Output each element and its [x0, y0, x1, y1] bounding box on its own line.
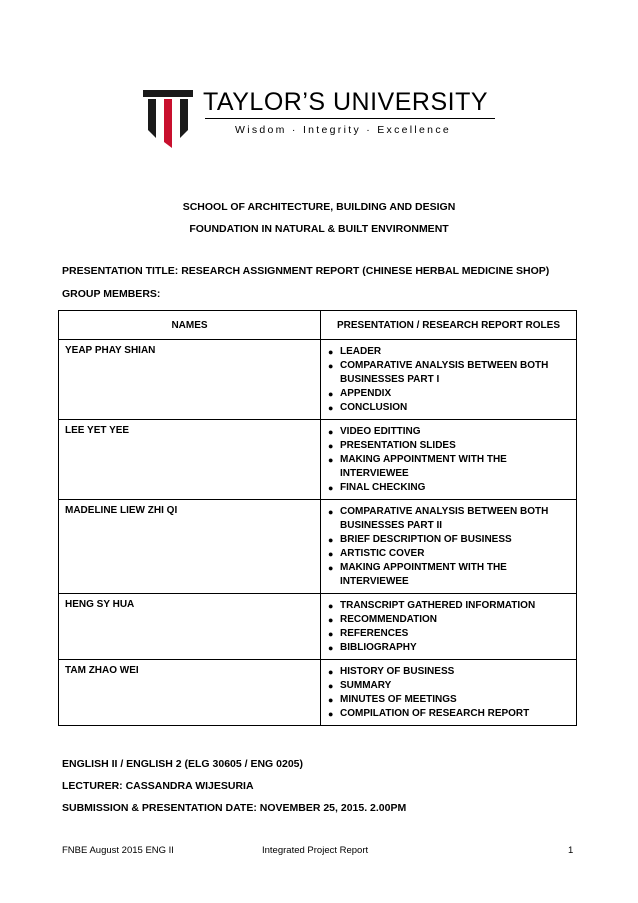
university-logo	[143, 88, 495, 148]
group-members-label: GROUP MEMBERS:	[62, 288, 161, 300]
crest-cap-shape	[143, 90, 193, 97]
member-name: YEAP PHAY SHIAN	[59, 340, 321, 420]
crest-bar-right	[180, 99, 188, 138]
submission-date: SUBMISSION & PRESENTATION DATE: NOVEMBER 25, 2015. 2.00PM	[62, 802, 407, 814]
role-item: ● PRESENTATION SLIDES	[328, 440, 456, 451]
table-row	[59, 594, 577, 660]
bullet-icon: ●	[328, 643, 334, 653]
member-roles	[321, 594, 577, 660]
university-name: TAYLOR’S UNIVERSITY	[203, 88, 489, 116]
footer-course: FNBE August 2015 ENG II	[62, 845, 174, 856]
table-row	[59, 500, 577, 594]
bullet-icon: ●	[328, 427, 334, 437]
roles-column-header: PRESENTATION / RESEARCH REPORT ROLES	[321, 311, 577, 340]
role-item: ● BRIEF DESCRIPTION OF BUSINESS	[328, 534, 512, 545]
course-code: ENGLISH II / ENGLISH 2 (ELG 30605 / ENG 0205)	[62, 758, 303, 770]
member-name: TAM ZHAO WEI	[59, 660, 321, 726]
school-name: SCHOOL OF ARCHITECTURE, BUILDING AND DESIGN	[182, 201, 456, 213]
role-item: ● ARTISTIC COVER	[328, 548, 425, 559]
bullet-icon: ●	[328, 615, 334, 625]
bullet-icon: ●	[328, 361, 334, 371]
role-item: ● RECOMMENDATION	[328, 614, 438, 625]
bullet-icon: ●	[328, 695, 334, 705]
programme-name: FOUNDATION IN NATURAL & BUILT ENVIRONMENT	[189, 223, 449, 235]
bullet-icon: ●	[328, 455, 334, 465]
role-item: ● BIBLIOGRAPHY	[328, 642, 417, 653]
role-item: ● COMPILATION OF RESEARCH REPORT	[328, 708, 530, 719]
bullet-icon: ●	[328, 389, 334, 399]
presentation-title: PRESENTATION TITLE: RESEARCH ASSIGNMENT REPORT (CHINESE HERBAL MEDICINE SHOP)	[62, 265, 550, 277]
logo-divider	[205, 118, 495, 119]
bullet-icon: ●	[328, 507, 334, 517]
role-item: ● MAKING APPOINTMENT WITH THE INTERVIEWEE	[328, 454, 507, 479]
member-roles	[321, 340, 577, 420]
bullet-icon: ●	[328, 483, 334, 493]
member-name: MADELINE LIEW ZHI QI	[59, 500, 321, 594]
bullet-icon: ●	[328, 347, 334, 357]
role-item: ● MAKING APPOINTMENT WITH THE INTERVIEWEE	[328, 562, 507, 587]
member-roles	[321, 500, 577, 594]
role-item: ● REFERENCES	[328, 628, 409, 639]
role-item: ● CONCLUSION	[328, 402, 408, 413]
lecturer-name: LECTURER: CASSANDRA WIJESURIA	[62, 780, 254, 792]
table-row	[59, 660, 577, 726]
bullet-icon: ●	[328, 535, 334, 545]
member-name: LEE YET YEE	[59, 420, 321, 500]
member-roles	[321, 660, 577, 726]
table-header-row	[59, 311, 577, 340]
university-tagline: Wisdom · Integrity · Excellence	[235, 124, 452, 136]
role-item: ● APPENDIX	[328, 388, 392, 399]
crest-bar-left	[148, 99, 156, 138]
role-item: ● COMPARATIVE ANALYSIS BETWEEN BOTH BUSINESSES PART II	[328, 506, 549, 531]
role-item: ● COMPARATIVE ANALYSIS BETWEEN BOTH BUSINESSES PART I	[328, 360, 549, 385]
bullet-icon: ●	[328, 549, 334, 559]
crest-bar-center	[164, 99, 172, 148]
bullet-icon: ●	[328, 667, 334, 677]
member-roles	[321, 420, 577, 500]
role-item: ● FINAL CHECKING	[328, 482, 426, 493]
page-number: 1	[568, 845, 574, 856]
role-item: ● SUMMARY	[328, 680, 392, 691]
bullet-icon: ●	[328, 601, 334, 611]
footer-title: Integrated Project Report	[262, 845, 369, 856]
bullet-icon: ●	[328, 709, 334, 719]
bullet-icon: ●	[328, 563, 334, 573]
bullet-icon: ●	[328, 441, 334, 451]
bullet-icon: ●	[328, 629, 334, 639]
role-item: ● TRANSCRIPT GATHERED INFORMATION	[328, 600, 536, 611]
member-name: HENG SY HUA	[59, 594, 321, 660]
role-item: ● HISTORY OF BUSINESS	[328, 666, 455, 677]
group-members-table	[58, 310, 577, 726]
bullet-icon: ●	[328, 681, 334, 691]
bullet-icon: ●	[328, 403, 334, 413]
table-row	[59, 340, 577, 420]
role-item: ● MINUTES OF MEETINGS	[328, 694, 457, 705]
role-item: ● LEADER	[328, 346, 382, 357]
names-column-header: NAMES	[59, 311, 321, 340]
role-item: ● VIDEO EDITTING	[328, 426, 421, 437]
taylors-crest-icon	[143, 90, 193, 148]
table-row	[59, 420, 577, 500]
